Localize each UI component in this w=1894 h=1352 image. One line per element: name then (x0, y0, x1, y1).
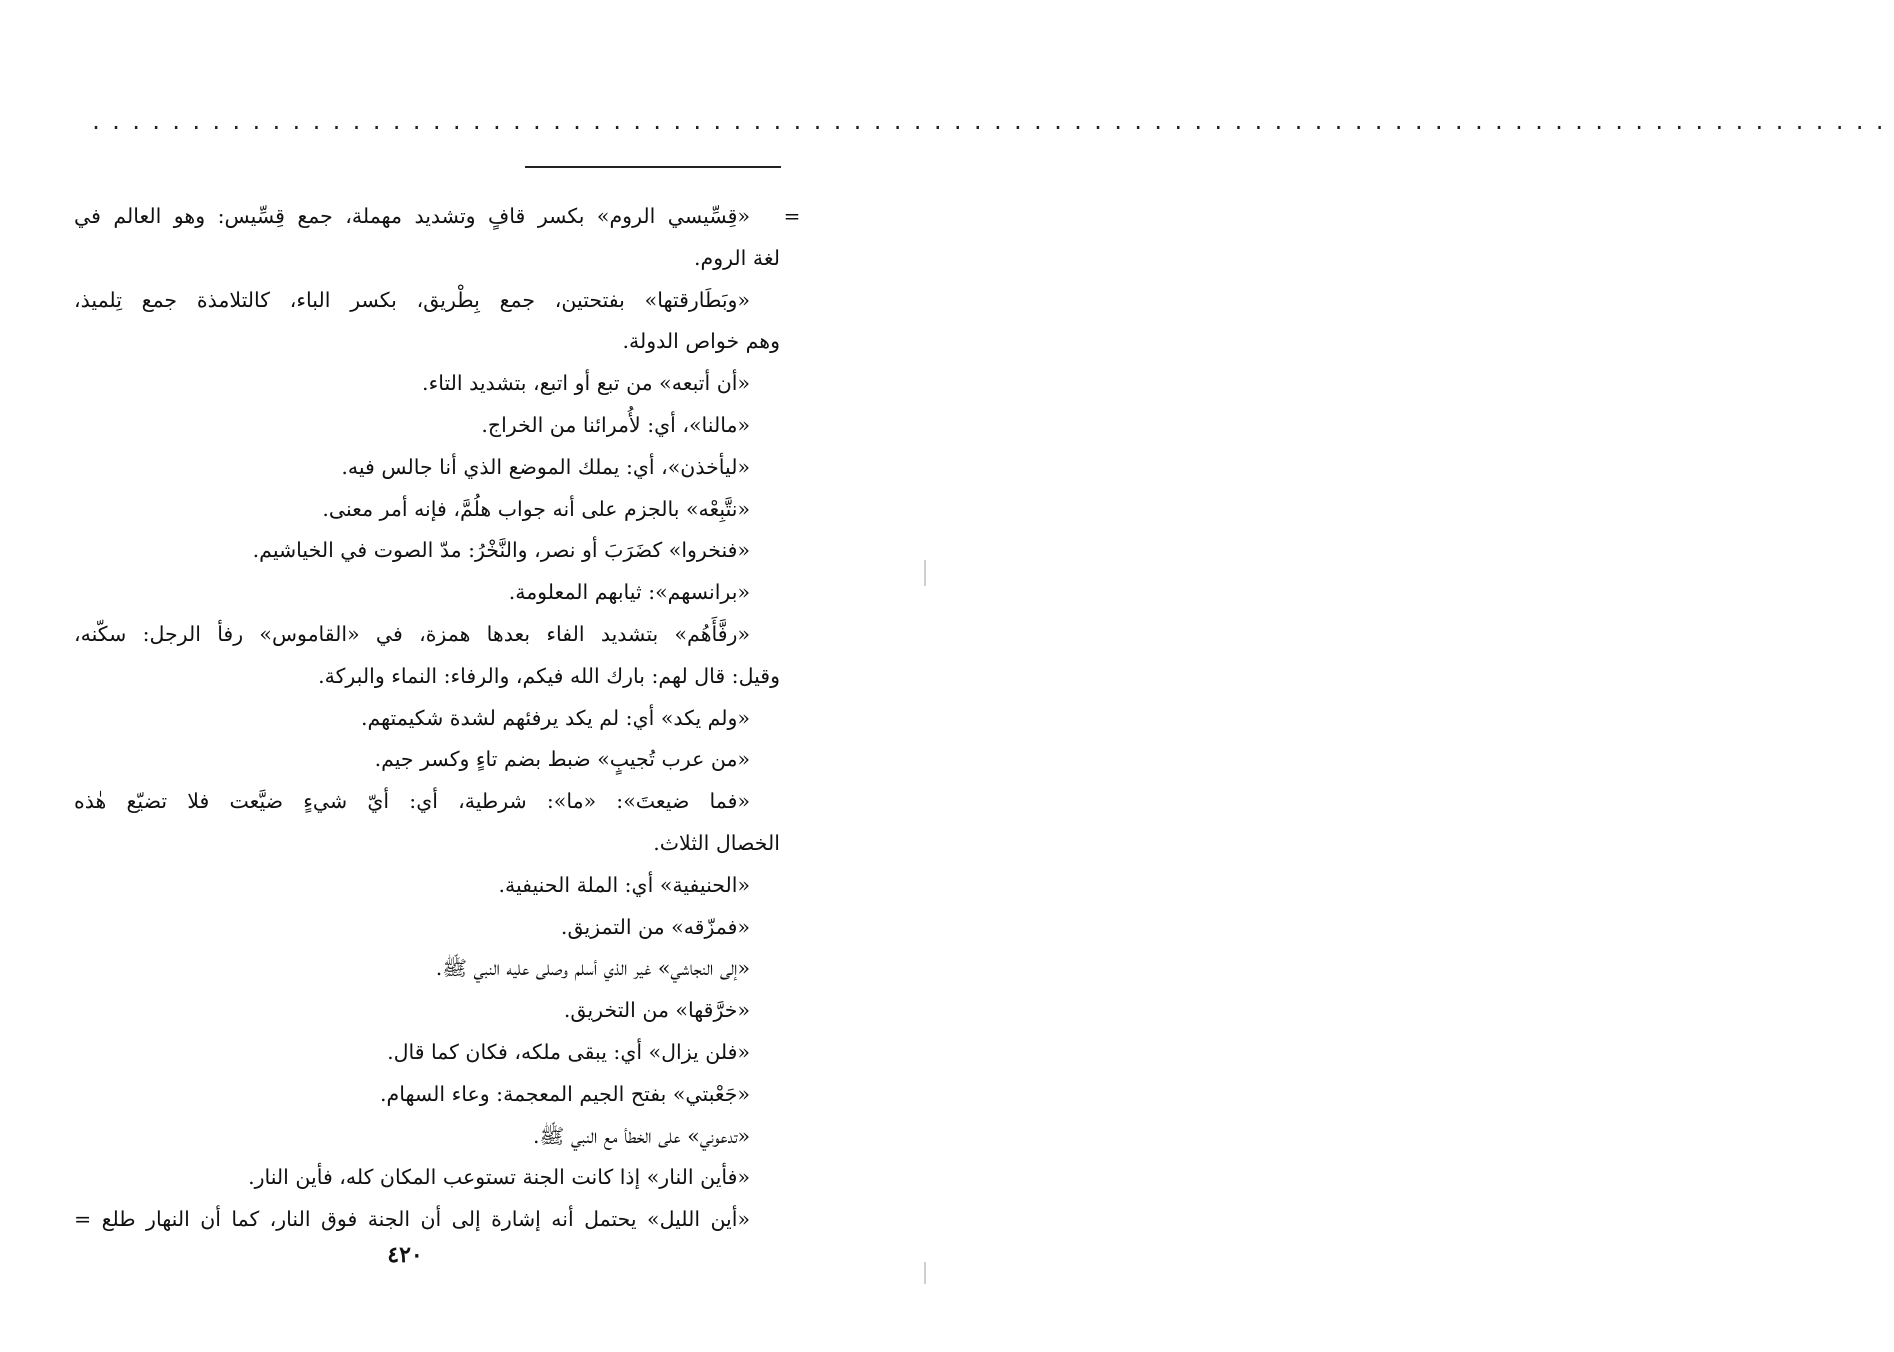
text-line: «تدعوني» على الخطأ مع النبي ﷺ. (533, 1123, 750, 1148)
text-line: «برانسهم»: ثيابهم المعلومة. (508, 580, 750, 605)
text-line: وهم خواص الدولة. (622, 329, 780, 354)
footnotes-text (74, 196, 780, 1241)
text-line: الخصال الثلاث. (653, 830, 780, 855)
dotted-separator: .......................................................................................... (90, 110, 1894, 134)
text-line: «فأين النار» إذا كانت الجنة تستوعب المكان كله، فأين النار. (248, 1165, 750, 1190)
text-line: «أن أتبعه» من تبع أو اتبع، بتشديد التاء. (422, 371, 750, 396)
text-line: «فما ضيعتَ»: «ما»: شرطية، أي: أيّ شيءٍ ضيَّعت فلا تضيّع هٰذه (74, 789, 750, 814)
text-line: «خرَّقها» من التخريق. (563, 998, 750, 1023)
text-line: «فلن يزال» أي: يبقى ملكه، فكان كما قال. (387, 1039, 750, 1064)
text-line: «ولم يكد» أي: لم يكد يرفئهم لشدة شكيمتهم. (360, 705, 750, 730)
footnote-rule (525, 166, 781, 168)
text-line: «إلى النجاشي» غير الذي أسلم وصلى عليه النبي ﷺ. (435, 956, 750, 981)
text-line: «مالنا»، أي: لأُمرائنا من الخراج. (481, 412, 750, 437)
text-line: «فنخروا» كضَرَبَ أو نصر، والنَّخْرُ: مدّ الصوت في الخياشيم. (252, 538, 750, 563)
text-line: «الحنيفية» أي: الملة الحنيفية. (498, 872, 750, 897)
text-line: «نتَّبِعْه» بالجزم على أنه جواب هلُمَّ، فإنه أمر معنى. (322, 496, 750, 521)
text-line: لغة الروم. (693, 245, 780, 270)
text-line: «فمزّقه» من التمزيق. (560, 914, 750, 939)
scan-edge-mark (924, 560, 926, 586)
page-number: ٤٢٠ (387, 1242, 423, 1268)
text-line: وقيل: قال لهم: بارك الله فيكم، والرفاء: النماء والبركة. (318, 663, 780, 688)
text-line: «ليأخذن»، أي: يملك الموضع الذي أنا جالس فيه. (341, 454, 750, 479)
text-line: «رفَّأَهُم» بتشديد الفاء بعدها همزة، في «القاموس» رفأ الرجل: سكّنه، (74, 621, 750, 646)
continuation-mark: = (783, 204, 801, 228)
text-line: «من عرب تُجيبٍ» ضبط بضم تاءٍ وكسر جيم. (374, 747, 750, 772)
text-line: «أين الليل» يحتمل أنه إشارة إلى أن الجنة فوق النار، كما أن النهار طلع = (74, 1207, 750, 1232)
scan-edge-mark (924, 1262, 926, 1284)
text-line: «جَعْبتي» بفتح الجيم المعجمة: وعاء السهام. (379, 1081, 750, 1106)
text-line: «وبَطَارقتها» بفتحتين، جمع بِطْريق، بكسر الباء، كالتلامذة جمع تِلميذ، (74, 287, 750, 312)
text-line: «قِسِّيسي الروم» بكسر قافٍ وتشديد مهملة، جمع قِسِّيس: وهو العالم في (74, 204, 750, 228)
